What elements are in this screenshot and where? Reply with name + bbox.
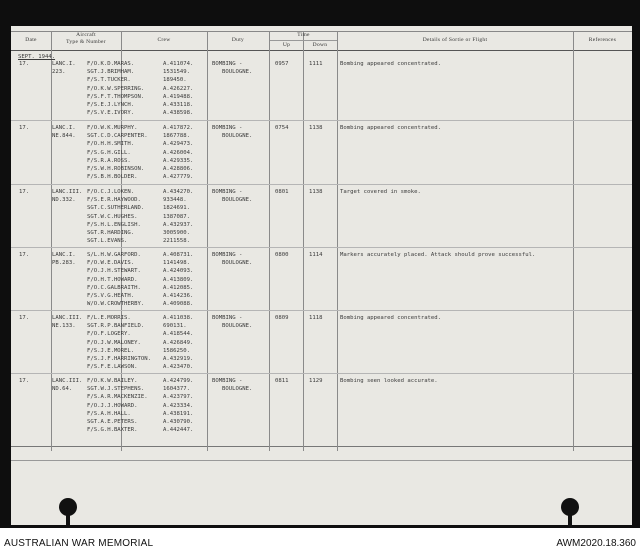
crew-member-name: F/S.W.H.ROBINSON. (87, 166, 145, 172)
month-label: SEPT. 1944. (18, 54, 56, 60)
crew-member-name: F/S.E.R.HAYWOOD. (87, 197, 141, 204)
time-down: 1118 (309, 315, 323, 321)
entry-date: 17. (19, 315, 30, 321)
crew-service-number: A.432919. (163, 356, 194, 362)
crew-member-name: F/S.G.H.GILL. (87, 149, 131, 156)
aircraft-type: LANC.I. (52, 252, 76, 258)
crew-service-number: A.408731. (163, 252, 194, 258)
duty-text: BOMBING - (212, 189, 243, 195)
header-time: Time (297, 32, 310, 38)
time-down: 1138 (309, 189, 323, 195)
crew-member-name: F/O.F.LOGERY. (87, 331, 131, 338)
crew-service-number: A.423470. (163, 364, 194, 371)
crew-service-number: 2211558. (163, 238, 190, 245)
binder-punch-hole (59, 498, 77, 516)
crew-member-name: F/L.E.MORRIS. (87, 315, 131, 321)
sortie-details: Bombing appeared concentrated. (340, 315, 442, 321)
time-down: 1114 (309, 252, 323, 258)
entry-separator (11, 373, 632, 374)
entry-separator (11, 120, 632, 121)
crew-service-number: A.433118. (163, 102, 194, 108)
crew-service-number: 1604377. (163, 386, 190, 393)
aircraft-type: LANC.III. (52, 189, 83, 195)
header-duty: Duty (231, 37, 245, 43)
crew-service-number: A.419488. (163, 93, 194, 100)
crew-member-name: F/S.T.TUCKER. (87, 77, 131, 84)
crew-member-name: F/S.H.L.ENGLISH. (87, 221, 141, 228)
duty-text: BOULOGNE. (222, 197, 253, 204)
sortie-details: Bombing appeared concentrated. (340, 125, 442, 131)
time-up: 0957 (275, 61, 289, 67)
operations-record-page (11, 26, 632, 525)
crew-member-name: SGT.W.J.STEPHENS. (87, 386, 145, 393)
crew-member-name: F/O.K.W.SPERRING. (87, 85, 145, 92)
crew-member-name: SGT.C.D.CARPENTER. (87, 133, 148, 140)
sortie-details: Markers accurately placed. Attack should prove successful. (340, 252, 536, 258)
crew-member-name: F/S.R.A.ROSS. (87, 157, 131, 164)
crew-member-name: F/O.C.J.LOKEN. (87, 189, 135, 195)
aircraft-type: NE.133. (52, 323, 76, 330)
aircraft-type: 223. (52, 69, 66, 76)
crew-service-number: A.432937. (163, 221, 194, 228)
duty-text: BOMBING - (212, 378, 243, 384)
aircraft-type: LANC.III. (52, 378, 83, 384)
entry-date: 17. (19, 61, 30, 67)
entry-separator (11, 247, 632, 248)
duty-text: BOMBING - (212, 252, 243, 258)
crew-service-number: A.411074. (163, 61, 194, 67)
crew-member-name: F/S.F.T.THOMPSON. (87, 93, 145, 100)
time-subheader-rule (270, 40, 337, 41)
aircraft-type: ND.64. (52, 386, 73, 393)
duty-text: BOULOGNE. (222, 69, 253, 76)
crew-service-number: A.413809. (163, 276, 194, 283)
crew-service-number: A.426849. (163, 339, 194, 346)
crew-service-number: A.429335. (163, 157, 194, 164)
crew-member-name: F/O.C.GALBRAITH. (87, 284, 141, 291)
crew-service-number: A.438598. (163, 110, 194, 117)
crew-member-name: F/O.H.T.HOWARD. (87, 276, 138, 283)
crew-service-number: 1867788. (163, 133, 190, 140)
header-date: Date (25, 37, 37, 43)
duty-text: BOULOGNE. (222, 133, 253, 140)
crew-service-number: 1387087. (163, 213, 190, 220)
crew-service-number: A.417872. (163, 125, 194, 131)
aircraft-type: LANC.I. (52, 61, 76, 67)
column-divider (207, 31, 208, 451)
crew-member-name: F/S.J.E.MOREL. (87, 347, 135, 354)
crew-member-name: W/O.W.CROWTHERBY. (87, 301, 145, 308)
archive-reference: AWM2020.18.360 (556, 538, 636, 549)
entry-separator (11, 184, 632, 185)
crew-service-number: A.434270. (163, 189, 194, 195)
crew-service-number: 1141498. (163, 260, 190, 267)
column-divider (337, 31, 338, 451)
entry-date: 17. (19, 125, 30, 131)
crew-member-name: F/O.J.H.STEWART. (87, 268, 141, 275)
crew-member-name: F/S.F.E.LAWSON. (87, 364, 138, 371)
time-up: 0809 (275, 315, 289, 321)
header-references: References (588, 37, 617, 43)
header-aircraft-sub: Type & Number (66, 39, 106, 45)
crew-service-number: A.442447. (163, 427, 194, 434)
header-bottom-rule (11, 50, 632, 51)
crew-service-number: 933448. (163, 197, 187, 204)
crew-member-name: F/O.K.W.BAILEY. (87, 378, 138, 384)
crew-service-number: 1531549. (163, 69, 190, 76)
aircraft-type: LANC.III. (52, 315, 83, 321)
entry-date: 17. (19, 378, 30, 384)
time-up: 0754 (275, 125, 289, 131)
duty-text: BOMBING - (212, 61, 243, 67)
crew-member-name: SGT.J.BRIMHAM. (87, 69, 135, 76)
aircraft-type: NE.844. (52, 133, 76, 140)
crew-service-number: A.426227. (163, 85, 194, 92)
crew-service-number: A.424799. (163, 378, 194, 384)
crew-member-name: F/O.J.W.MALONEY. (87, 339, 141, 346)
crew-service-number: A.418544. (163, 331, 194, 338)
crew-service-number: 1586250. (163, 347, 190, 354)
time-up: 0800 (275, 252, 289, 258)
page-bottom-rule (11, 460, 632, 461)
crew-service-number: A.429473. (163, 141, 194, 148)
entry-date: 17. (19, 189, 30, 195)
column-divider (269, 31, 270, 451)
header-aircraft: Aircraft (76, 32, 96, 38)
sortie-details: Bombing seen looked accurate. (340, 378, 438, 384)
crew-service-number: A.409088. (163, 301, 194, 308)
header-crew: Crew (157, 37, 171, 43)
crew-service-number: A.428806. (163, 166, 194, 172)
crew-service-number: A.438191. (163, 410, 194, 417)
crew-member-name: F/S.G.H.BAXTER. (87, 427, 138, 434)
crew-member-name: SGT.C.SUTHERLAND. (87, 205, 145, 212)
crew-service-number: A.411038. (163, 315, 194, 321)
crew-member-name: SGT.R.P.BANFIELD. (87, 323, 145, 330)
duty-text: BOULOGNE. (222, 386, 253, 393)
crew-member-name: F/S.J.F.HARRINGTON. (87, 356, 151, 362)
crew-service-number: A.424093. (163, 268, 194, 275)
crew-member-name: F/O.K.D.MARAS. (87, 61, 135, 67)
crew-member-name: SGT.R.HARDING. (87, 230, 135, 236)
crew-member-name: F/O.W.K.MURPHY. (87, 125, 138, 131)
crew-member-name: F/S.V.E.IVORY. (87, 110, 135, 117)
crew-member-name: F/S.B.H.BOLDER. (87, 174, 138, 181)
crew-member-name: SGT.W.C.HUGHES. (87, 213, 138, 220)
crew-service-number: A.423797. (163, 394, 194, 401)
entry-date: 17. (19, 252, 30, 258)
crew-service-number: 189450. (163, 77, 187, 84)
duty-text: BOMBING - (212, 125, 243, 131)
crew-service-number: A.423334. (163, 402, 194, 409)
crew-member-name: F/O.J.J.HOWARD. (87, 402, 138, 409)
time-up: 0801 (275, 189, 289, 195)
aircraft-type: ND.332. (52, 197, 76, 204)
crew-member-name: F/S.A.H.HALL. (87, 410, 131, 417)
header-time-up: Up (282, 42, 291, 48)
crew-member-name: F/S.A.R.MACKENZIE. (87, 394, 148, 401)
crew-member-name: F/S.V.G.HEATH. (87, 293, 135, 299)
binder-punch-hole (561, 498, 579, 516)
crew-service-number: A.414236. (163, 293, 194, 299)
column-divider (303, 31, 304, 451)
crew-member-name: F/S.E.J.LYNCH. (87, 102, 135, 108)
aircraft-type: PB.283. (52, 260, 76, 267)
crew-service-number: A.426004. (163, 149, 194, 156)
header-time-down: Down (312, 42, 328, 48)
duty-text: BOMBING - (212, 315, 243, 321)
table-bottom-rule (11, 446, 632, 447)
crew-member-name: F/O.W.E.DAVIS. (87, 260, 135, 267)
crew-service-number: 3005900. (163, 230, 190, 236)
crew-member-name: S/L.H.W.GARFORD. (87, 252, 141, 258)
archive-credit: AUSTRALIAN WAR MEMORIAL (4, 538, 154, 549)
crew-service-number: A.427779. (163, 174, 194, 181)
crew-service-number: A.412085. (163, 284, 194, 291)
time-down: 1129 (309, 378, 323, 384)
crew-service-number: 1824691. (163, 205, 190, 212)
time-up: 0811 (275, 378, 289, 384)
time-down: 1138 (309, 125, 323, 131)
crew-service-number: A.430790. (163, 419, 194, 425)
crew-member-name: SGT.L.EVANS. (87, 238, 128, 245)
crew-member-name: F/O.H.H.SMITH. (87, 141, 135, 148)
column-divider (573, 31, 574, 451)
aircraft-type: LANC.I. (52, 125, 76, 131)
crew-service-number: 690131. (163, 323, 187, 330)
archive-footer (0, 528, 640, 550)
duty-text: BOULOGNE. (222, 260, 253, 267)
entry-separator (11, 310, 632, 311)
crew-member-name: SGT.A.E.PETERS. (87, 419, 138, 425)
sortie-details: Bombing appeared concentrated. (340, 61, 442, 67)
header-details: Details of Sortie or Flight (422, 37, 488, 43)
duty-text: BOULOGNE. (222, 323, 253, 330)
sortie-details: Target covered in smoke. (340, 189, 421, 195)
time-down: 1111 (309, 61, 323, 67)
